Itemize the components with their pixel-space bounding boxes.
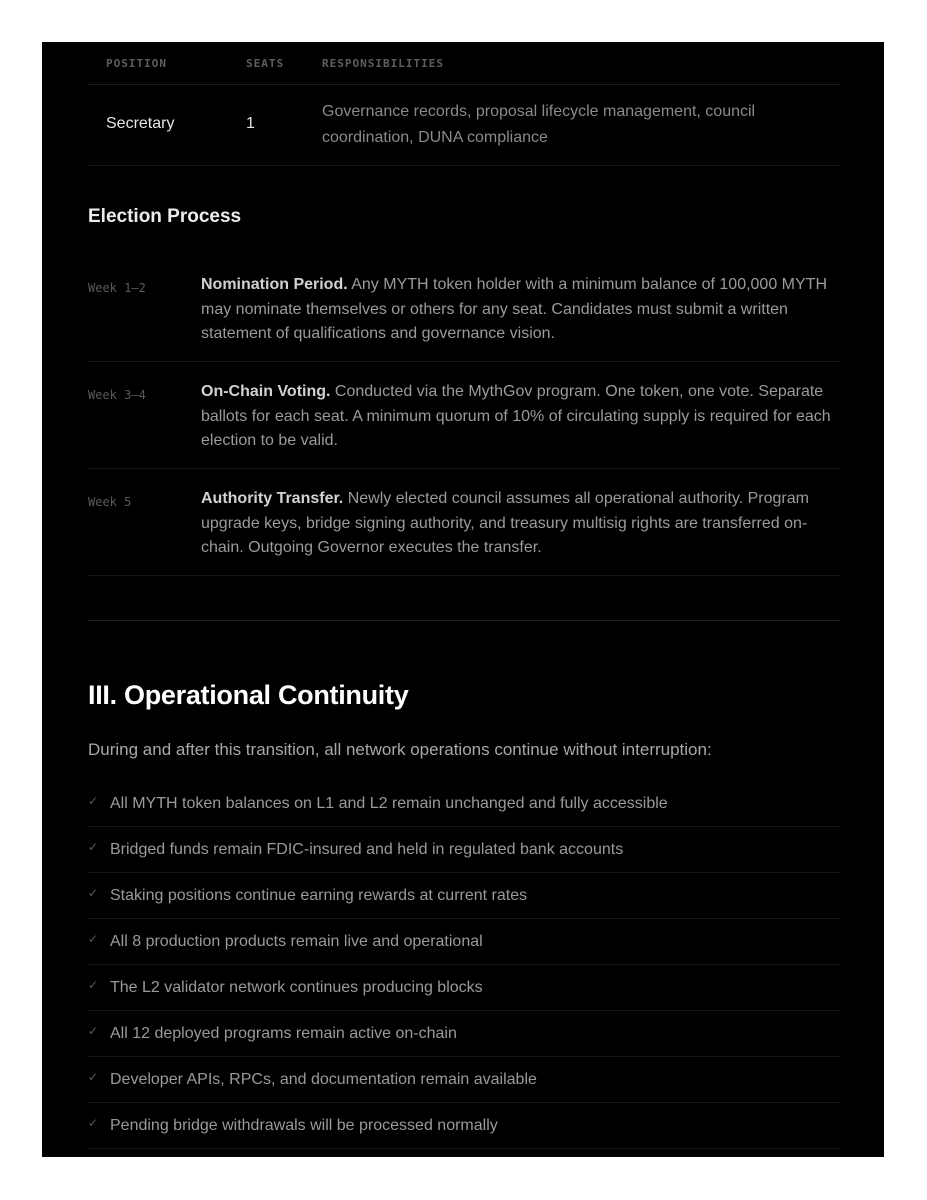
list-item-text: Developer APIs, RPCs, and documentation remain available bbox=[110, 1071, 537, 1088]
operational-continuity-intro: During and after this transition, all network operations continue without interruption: bbox=[88, 740, 712, 759]
list-item-text: All 12 deployed programs remain active on-chain bbox=[110, 1025, 457, 1042]
cell-seats: 1 bbox=[246, 115, 255, 132]
check-icon: ✓ bbox=[88, 932, 99, 946]
list-item-text: Pending bridge withdrawals will be processed normally bbox=[110, 1117, 498, 1134]
timeline-step-label: Week 1–2 bbox=[88, 281, 146, 295]
list-item bbox=[88, 919, 840, 965]
list-item bbox=[88, 1057, 840, 1103]
timeline-step-voting bbox=[88, 380, 840, 469]
continuity-checklist bbox=[88, 781, 840, 1149]
timeline-step-label: Week 5 bbox=[88, 495, 132, 509]
list-item bbox=[88, 781, 840, 827]
timeline-step-description bbox=[201, 487, 841, 561]
list-item bbox=[88, 1011, 840, 1057]
timeline-step-nomination bbox=[88, 273, 840, 362]
timeline-step-heading: Nomination Period. bbox=[201, 276, 348, 293]
timeline-step-text: Newly elected council assumes all operational authority. Program upgrade keys, bridge signing authority, and treasury multisig rights are transferred on-chain. Outgoing Governor executes the transfer. bbox=[201, 490, 809, 556]
check-icon: ✓ bbox=[88, 794, 99, 808]
document-panel bbox=[42, 42, 884, 1157]
timeline-step-description bbox=[201, 273, 841, 347]
list-item-text: Bridged funds remain FDIC-insured and held in regulated bank accounts bbox=[110, 841, 624, 858]
column-header-responsibilities: RESPONSIBILITIES bbox=[322, 57, 444, 70]
column-header-seats: SEATS bbox=[246, 57, 285, 70]
timeline-step-heading: On-Chain Voting. bbox=[201, 383, 331, 400]
timeline-step-text: Any MYTH token holder with a minimum balance of 100,000 MYTH may nominate themselves or others for any seat. Candidates must submit a written statement of qualifications and governance vision. bbox=[201, 276, 827, 342]
timeline-step-heading: Authority Transfer. bbox=[201, 490, 344, 507]
election-process-heading: Election Process bbox=[88, 206, 242, 227]
list-item-text: All 8 production products remain live and operational bbox=[110, 933, 483, 950]
operational-continuity-heading: III. Operational Continuity bbox=[88, 680, 409, 710]
check-icon: ✓ bbox=[88, 978, 99, 992]
list-item-text: All MYTH token balances on L1 and L2 remain unchanged and fully accessible bbox=[110, 795, 668, 812]
check-icon: ✓ bbox=[88, 1024, 99, 1038]
table-row bbox=[88, 85, 840, 166]
check-icon: ✓ bbox=[88, 886, 99, 900]
column-header-position: POSITION bbox=[106, 57, 167, 70]
timeline-step-text: Conducted via the MythGov program. One token, one vote. Separate ballots for each seat. A minimum quorum of 10% of circulating supply is required for each election to be valid. bbox=[201, 383, 831, 449]
list-item-text: The L2 validator network continues producing blocks bbox=[110, 979, 483, 996]
check-icon: ✓ bbox=[88, 1116, 99, 1130]
check-icon: ✓ bbox=[88, 840, 99, 854]
cell-position: Secretary bbox=[106, 115, 175, 132]
section-divider bbox=[88, 620, 840, 621]
cell-responsibilities: Governance records, proposal lifecycle management, council coordination, DUNA compliance bbox=[322, 103, 756, 146]
list-item bbox=[88, 965, 840, 1011]
list-item-text: Staking positions continue earning rewards at current rates bbox=[110, 887, 528, 904]
timeline-step-transfer bbox=[88, 487, 840, 576]
timeline-step-description bbox=[201, 380, 841, 454]
check-icon: ✓ bbox=[88, 1070, 99, 1084]
list-item bbox=[88, 1103, 840, 1149]
table-header bbox=[88, 42, 840, 85]
timeline-step-label: Week 3–4 bbox=[88, 388, 146, 402]
list-item bbox=[88, 873, 840, 919]
list-item bbox=[88, 827, 840, 873]
